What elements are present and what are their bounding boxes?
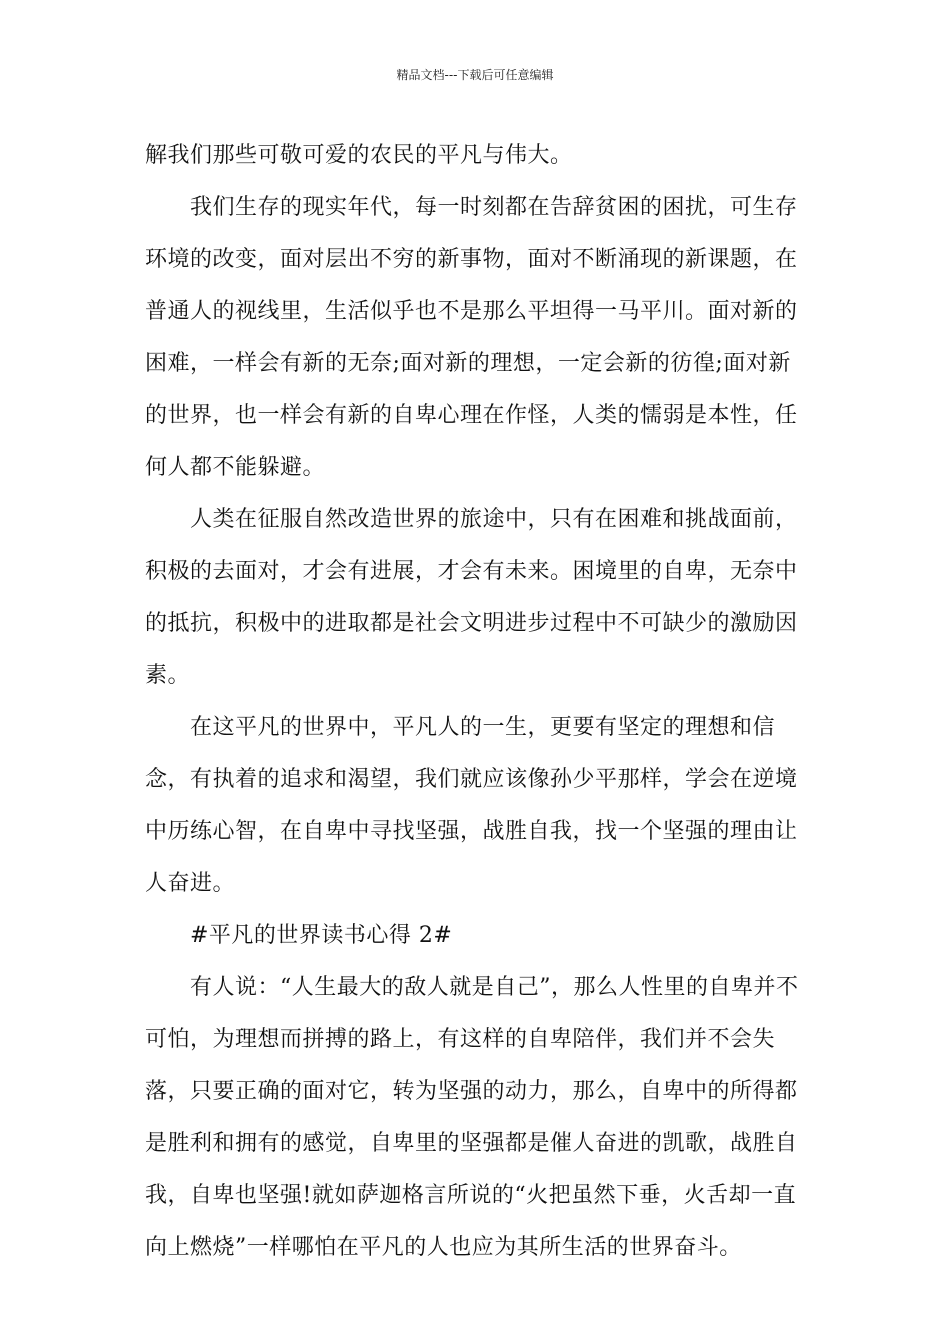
paragraph: 人类在征服自然改造世界的旅途中，只有在困难和挑战面前，积极的去面对，才会有进展，才会有未来。困境里的自卑，无奈中的抵抗，积极中的进取都是社会文明进步过程中不可缺少的激励因素。 — [145, 507, 798, 688]
paragraph: 在这平凡的世界中，平凡人的一生，更要有坚定的理想和信念，有执着的追求和渴望，我们就应该像孙少平那样，学会在逆境中历练心智，在自卑中寻找坚强，战胜自我，找一个坚强的理由让人奋进。 — [145, 715, 798, 896]
page-header: 精品文档---下载后可任意编辑 — [396, 68, 554, 82]
document-body — [145, 130, 805, 1274]
paragraph: 有人说：“人生最大的敌人就是自己”，那么人性里的自卑并不可怕，为理想而拼搏的路上，有这样的自卑陪伴，我们并不会失落，只要正确的面对它，转为坚强的动力，那么，自卑中的所得都是胜利和拥有的感觉，自卑里的坚强都是催人奋进的凯歌，战胜自我，自卑也坚强!就如萨迦格言所说的“火把虽然下垂，火舌却一直向上燃烧”一样哪怕在平凡的人也应为其所生活的世界奋斗。 — [145, 975, 799, 1260]
paragraph-continuation: 解我们那些可敬可爱的农民的平凡与伟大。 — [145, 143, 573, 168]
paragraph: 我们生存的现实年代，每一时刻都在告辞贫困的困扰，可生存环境的改变，面对层出不穷的新事物，面对不断涌现的新课题，在普通人的视线里，生活似乎也不是那么平坦得一马平川。面对新的困难，一样会有新的无奈;面对新的理想，一定会新的彷徨;面对新的世界，也一样会有新的自卑心理在作怪，人类的懦弱是本性，任何人都不能躲避。 — [145, 195, 798, 480]
section-heading: #平凡的世界读书心得 2# — [190, 923, 453, 948]
